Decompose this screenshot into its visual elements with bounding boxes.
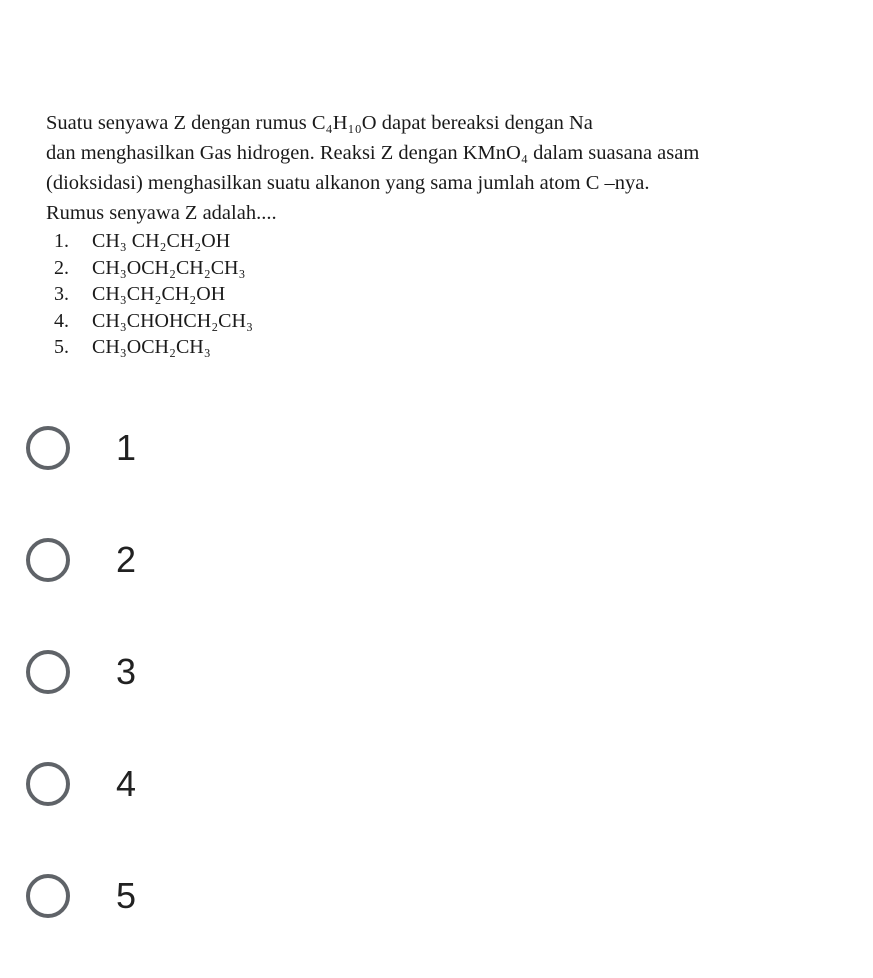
answer-options [26, 418, 846, 978]
option-label: 3 [116, 651, 137, 692]
option-1[interactable] [26, 418, 846, 478]
compound-number: 2. [54, 256, 69, 279]
compound-formula: CH₃CH₂CH₂OH [92, 283, 226, 305]
compound-formula: CH₃OCH₂CH₃ [92, 336, 211, 358]
compound-item [46, 308, 856, 335]
compound-number: 1. [54, 230, 69, 252]
radio-button[interactable] [26, 650, 70, 694]
compound-item [46, 255, 856, 282]
option-4[interactable] [26, 754, 846, 814]
compound-formula: CH₃OCH₂CH₂CH₃ [92, 256, 246, 279]
question-line: dan menghasilkan Gas hidrogen. Reaksi Z dengan KMnO₄ dalam suasana asam [46, 142, 700, 164]
option-label: 5 [116, 875, 137, 916]
option-2[interactable] [26, 530, 846, 590]
option-5[interactable] [26, 866, 846, 926]
radio-button[interactable] [26, 538, 70, 582]
compound-formula: CH₃ CH₂CH₂OH [92, 230, 231, 252]
option-label: 2 [116, 539, 137, 580]
compound-number: 4. [54, 309, 69, 332]
compound-item [46, 228, 856, 255]
compound-list [46, 228, 856, 361]
compound-number: 3. [54, 283, 69, 305]
compound-item [46, 334, 856, 361]
question-line: (dioksidasi) menghasilkan suatu alkanon yang sama jumlah atom C –nya. [46, 172, 650, 194]
option-3[interactable] [26, 642, 846, 702]
radio-button[interactable] [26, 762, 70, 806]
option-label: 1 [116, 427, 137, 468]
option-label: 4 [116, 763, 137, 804]
question-image [46, 108, 856, 361]
radio-button[interactable] [26, 874, 70, 918]
compound-item [46, 281, 856, 308]
question-line: Rumus senyawa Z adalah.... [46, 202, 277, 224]
compound-formula: CH₃CHOHCH₂CH₃ [92, 309, 253, 332]
radio-button[interactable] [26, 426, 70, 470]
question-line: Suatu senyawa Z dengan rumus C₄H₁₀O dapat bereaksi dengan Na [46, 112, 593, 134]
compound-number: 5. [54, 336, 69, 358]
